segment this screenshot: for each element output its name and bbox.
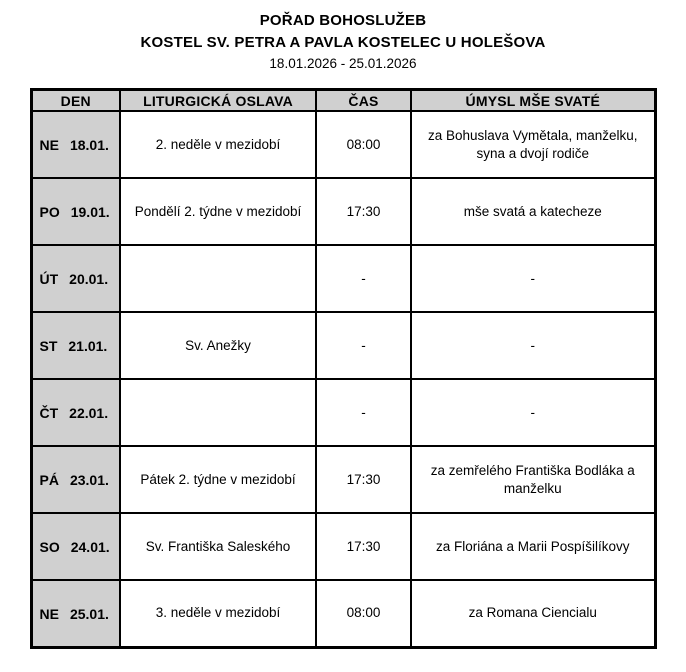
column-header-day: DEN <box>31 89 120 111</box>
celebration-cell <box>120 245 316 312</box>
table-row <box>31 111 655 178</box>
day-date: 21.01. <box>68 337 108 354</box>
day-cell <box>31 312 120 379</box>
time-cell: 08:00 <box>316 111 411 178</box>
column-header-celebration: LITURGICKÁ OSLAVA <box>120 89 316 111</box>
celebration-cell: 2. neděle v mezidobí <box>120 111 316 178</box>
time-cell: 17:30 <box>316 446 411 513</box>
table-row <box>31 580 655 647</box>
intention-cell: mše svatá a katecheze <box>411 178 655 245</box>
time-cell: - <box>316 379 411 446</box>
intention-cell: - <box>411 312 655 379</box>
table-row <box>31 178 655 245</box>
day-abbr: ST <box>39 337 58 354</box>
column-header-intention: ÚMYSL MŠE SVATÉ <box>411 89 655 111</box>
intention-cell: za Floriána a Marii Pospíšilíkovy <box>411 513 655 580</box>
time-cell: 08:00 <box>316 580 411 647</box>
celebration-cell: Pondělí 2. týdne v mezidobí <box>120 178 316 245</box>
title-block <box>0 10 686 74</box>
day-date: 23.01. <box>69 471 109 488</box>
column-header-time: ČAS <box>316 89 411 111</box>
time-cell: - <box>316 312 411 379</box>
table-row <box>31 513 655 580</box>
time-cell: 17:30 <box>316 178 411 245</box>
day-cell <box>31 580 120 647</box>
day-date: 19.01. <box>70 203 110 220</box>
day-date: 24.01. <box>70 538 110 555</box>
page-title: POŘAD BOHOSLUŽEB <box>259 12 427 29</box>
church-name: KOSTEL SV. PETRA A PAVLA KOSTELEC U HOLEŠOVA <box>140 33 546 51</box>
celebration-cell <box>120 379 316 446</box>
intention-cell: za zemřelého Františka Bodláka a manželku <box>411 446 655 513</box>
day-abbr: PO <box>39 203 60 220</box>
day-date: 20.01. <box>69 270 109 287</box>
day-cell <box>31 111 120 178</box>
header-row <box>31 89 655 111</box>
day-abbr: NE <box>39 136 59 153</box>
day-abbr: ČT <box>39 404 59 421</box>
celebration-cell: Pátek 2. týdne v mezidobí <box>120 446 316 513</box>
day-date: 18.01. <box>69 136 109 153</box>
date-range: 18.01.2026 - 25.01.2026 <box>269 55 417 71</box>
time-cell: - <box>316 245 411 312</box>
intention-cell: - <box>411 379 655 446</box>
table-row <box>31 446 655 513</box>
intention-cell: za Romana Ciencialu <box>411 580 655 647</box>
day-abbr: NE <box>39 605 59 622</box>
day-cell <box>31 245 120 312</box>
day-abbr: ÚT <box>39 270 59 287</box>
celebration-cell: 3. neděle v mezidobí <box>120 580 316 647</box>
table-row <box>31 245 655 312</box>
intention-cell: - <box>411 245 655 312</box>
time-cell: 17:30 <box>316 513 411 580</box>
celebration-cell: Sv. Anežky <box>120 312 316 379</box>
schedule-table <box>30 88 657 649</box>
day-abbr: PÁ <box>39 471 59 488</box>
celebration-cell: Sv. Františka Saleského <box>120 513 316 580</box>
table-row <box>31 379 655 446</box>
intention-cell: za Bohuslava Vymětala, manželku, syna a dvojí rodiče <box>411 111 655 178</box>
day-abbr: SO <box>39 538 60 555</box>
day-date: 25.01. <box>69 605 109 622</box>
day-cell <box>31 446 120 513</box>
table-row <box>31 312 655 379</box>
day-cell <box>31 178 120 245</box>
day-date: 22.01. <box>69 404 109 421</box>
day-cell <box>31 513 120 580</box>
day-cell <box>31 379 120 446</box>
